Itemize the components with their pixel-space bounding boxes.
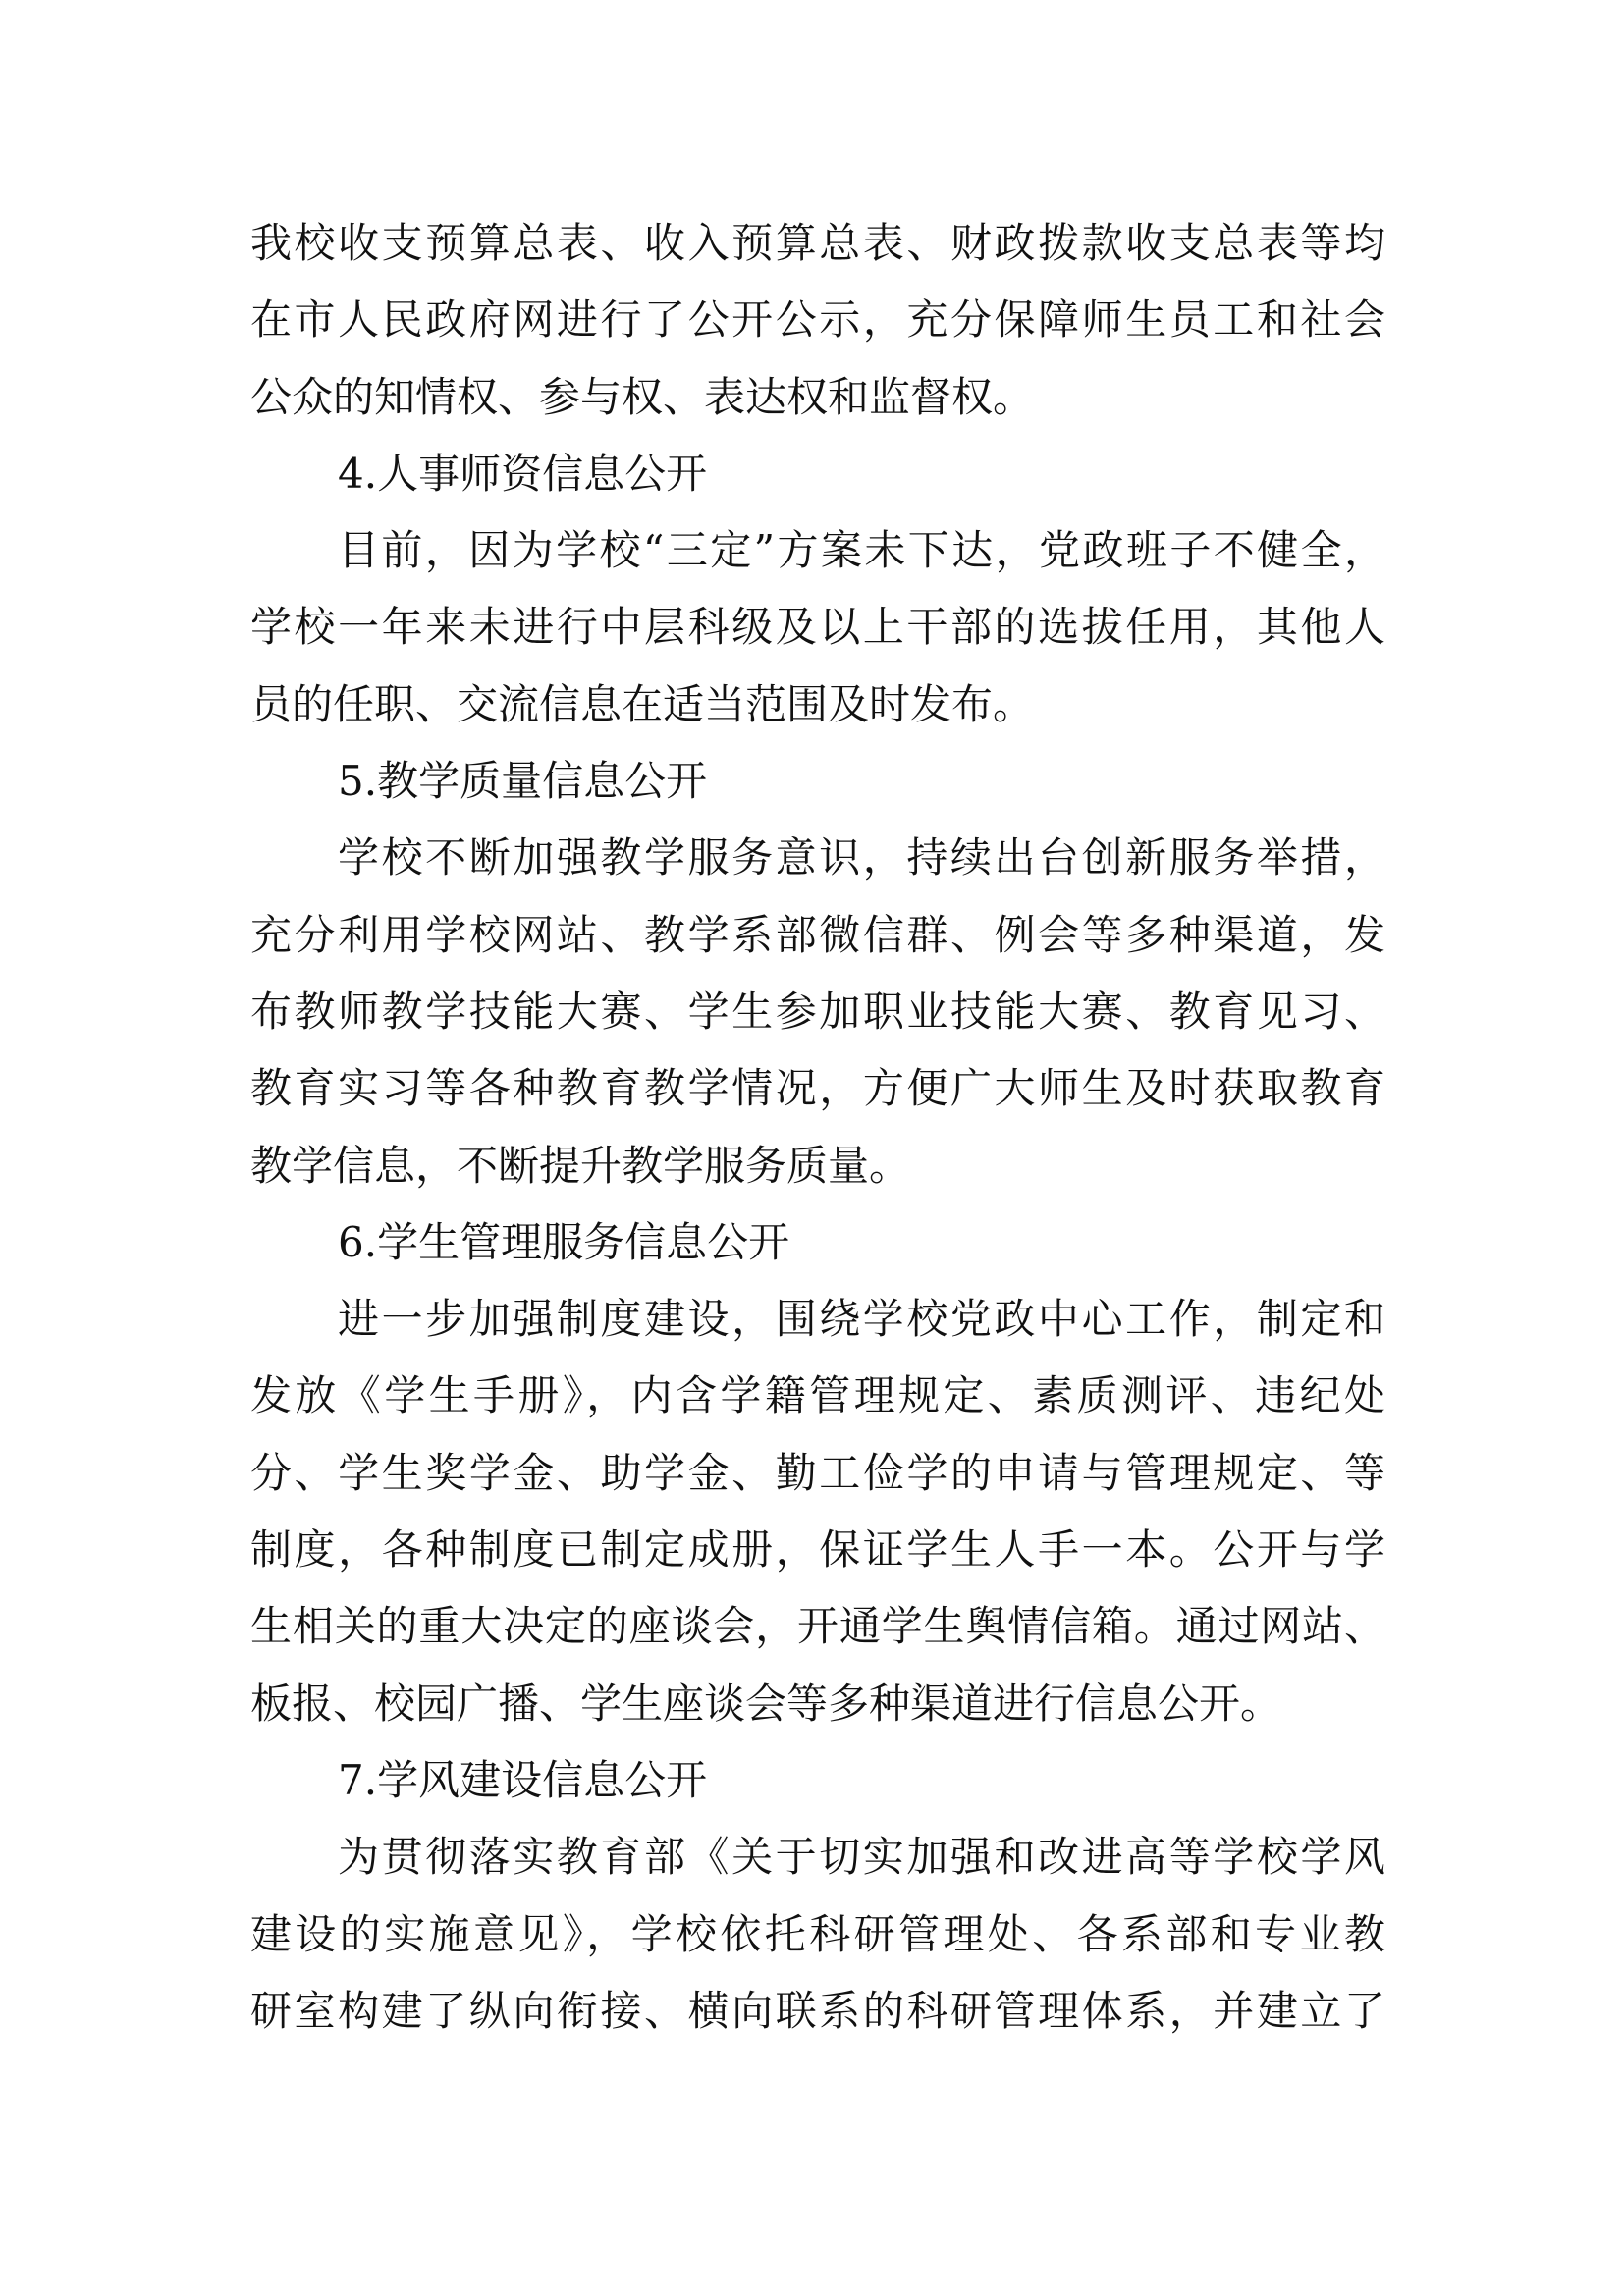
body-text-line: 制度，各种制度已制定成册，保证学生人手一本。公开与学: [250, 1525, 1385, 1575]
section-heading-5: 5.教学质量信息公开: [338, 757, 708, 806]
section-heading-6: 6.学生管理服务信息公开: [338, 1217, 790, 1266]
body-text-line: 研室构建了纵向衔接、横向联系的科研管理体系，并建立了: [250, 1986, 1385, 2035]
body-text-line: 在市人民政府网进行了公开公示，充分保障师生员工和社会: [250, 295, 1385, 345]
body-text-line: 充分利用学校网站、教学系部微信群、例会等多种渠道，发: [250, 910, 1385, 959]
body-text-line: 板报、校园广播、学生座谈会等多种渠道进行信息公开。: [250, 1679, 1282, 1728]
body-text-line: 分、学生奖学金、助学金、勤工俭学的申请与管理规定、等: [250, 1448, 1385, 1497]
body-text-line: 进一步加强制度建设，围绕学校党政中心工作，制定和: [338, 1295, 1385, 1344]
body-text-line: 建设的实施意见》，学校依托科研管理处、各系部和专业教: [250, 1909, 1385, 1958]
body-text-line: 员的任职、交流信息在适当范围及时发布。: [250, 679, 1035, 728]
body-text-line: 学校不断加强教学服务意识，持续出台创新服务举措，: [338, 833, 1385, 882]
body-text-line: 发放《学生手册》，内含学籍管理规定、素质测评、违纪处: [250, 1371, 1385, 1420]
section-heading-7: 7.学风建设信息公开: [338, 1755, 708, 1804]
body-text-line: 我校收支预算总表、收入预算总表、财政拨款收支总表等均: [250, 219, 1385, 267]
body-text-line: 目前，因为学校“三定”方案未下达，党政班子不健全，: [338, 526, 1385, 575]
body-text-line: 教育实习等各种教育教学情况，方便广大师生及时获取教育: [250, 1064, 1385, 1113]
body-text-line: 公众的知情权、参与权、表达权和监督权。: [250, 372, 1035, 421]
body-text-line: 生相关的重大决定的座谈会，开通学生舆情信箱。通过网站、: [250, 1602, 1385, 1651]
body-text-line: 布教师教学技能大赛、学生参加职业技能大赛、教育见习、: [250, 987, 1385, 1036]
body-text-line: 教学信息，不断提升教学服务质量。: [250, 1141, 911, 1190]
body-text-line: 为贯彻落实教育部《关于切实加强和改进高等学校学风: [338, 1833, 1385, 1882]
document-page: [250, 205, 1385, 2050]
body-text-line: 学校一年来未进行中层科级及以上干部的选拔任用，其他人: [250, 603, 1385, 652]
section-heading-4: 4.人事师资信息公开: [338, 449, 708, 498]
